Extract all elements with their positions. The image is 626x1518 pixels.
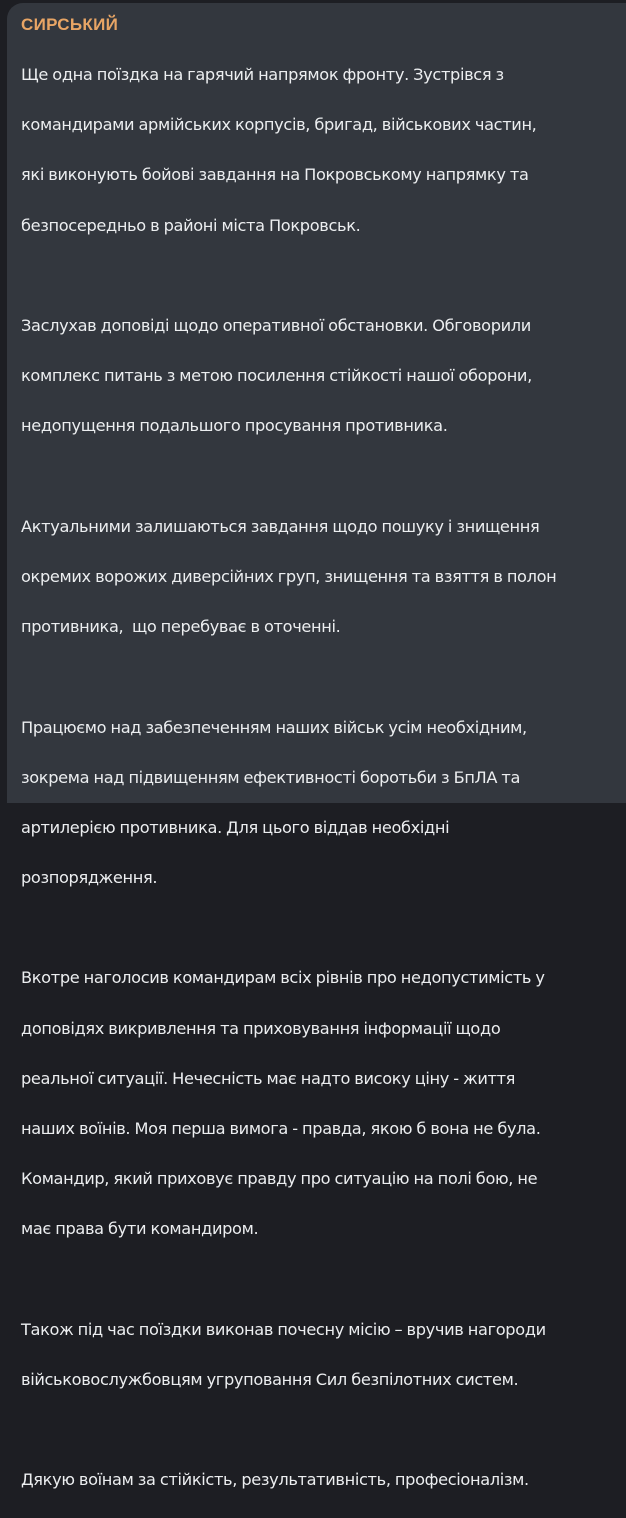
message-line: розпорядження. <box>21 868 158 888</box>
message-line: недопущення подальшого просування противника. <box>21 416 448 436</box>
message-text <box>21 37 621 1518</box>
message-paragraph <box>21 288 621 464</box>
message-paragraph <box>21 1442 621 1517</box>
message-line: Актуальними залишаються завдання щодо пошуку і знищення <box>21 516 540 536</box>
message-line: командирами армійських корпусів, бригад, військових частин, <box>21 115 537 135</box>
message-line: реальної ситуації. Нечесність має надто високу ціну - життя <box>21 1068 516 1088</box>
message-line: Дякую воїнам за стійкість, результативність, професіоналізм. <box>21 1470 529 1490</box>
message-line: комплекс питань з метою посилення стійкості нашої оборони, <box>21 366 532 386</box>
message-paragraph <box>21 940 621 1266</box>
message-paragraph <box>21 489 621 665</box>
message-paragraph <box>21 37 621 263</box>
message-line: військовослужбовцям угруповання Сил безпілотних систем. <box>21 1369 519 1389</box>
message-line: доповідях викривлення та приховування інформації щодо <box>21 1018 501 1038</box>
message-line: має права бути командиром. <box>21 1219 259 1239</box>
message-line: противника, що перебуває в оточенні. <box>21 617 341 637</box>
message-line: артилерією противника. Для цього віддав необхідні <box>21 817 450 837</box>
message-line: Командир, який приховує правду про ситуацію на полі бою, не <box>21 1169 538 1189</box>
message-line: Також під час поїздки виконав почесну місію – вручив нагороди <box>21 1319 546 1339</box>
message-paragraph <box>21 689 621 915</box>
message-line: Заслухав доповіді щодо оперативної обстановки. Обговорили <box>21 316 531 336</box>
sender-name[interactable]: СИРСЬКИЙ <box>21 15 119 34</box>
message-bubble <box>7 3 626 1490</box>
message-line: Вкотре наголосив командирам всіх рівнів про недопустимість у <box>21 968 545 988</box>
message-line: безпосередньо в районі міста Покровськ. <box>21 215 361 235</box>
message-line: наших воїнів. Моя перша вимога - правда, якою б вона не була. <box>21 1119 541 1139</box>
message-line: Ще одна поїздка на гарячий напрямок фронту. Зустрівся з <box>21 65 504 85</box>
message-paragraph <box>21 1292 621 1417</box>
message-line: які виконують бойові завдання на Покровському напрямку та <box>21 165 529 185</box>
message-line: Працюємо над забезпеченням наших військ усім необхідним, <box>21 717 527 737</box>
message-line: окремих ворожих диверсійних груп, знищення та взяття в полон <box>21 566 557 586</box>
message-line: зокрема над підвищенням ефективності боротьби з БпЛА та <box>21 767 521 787</box>
